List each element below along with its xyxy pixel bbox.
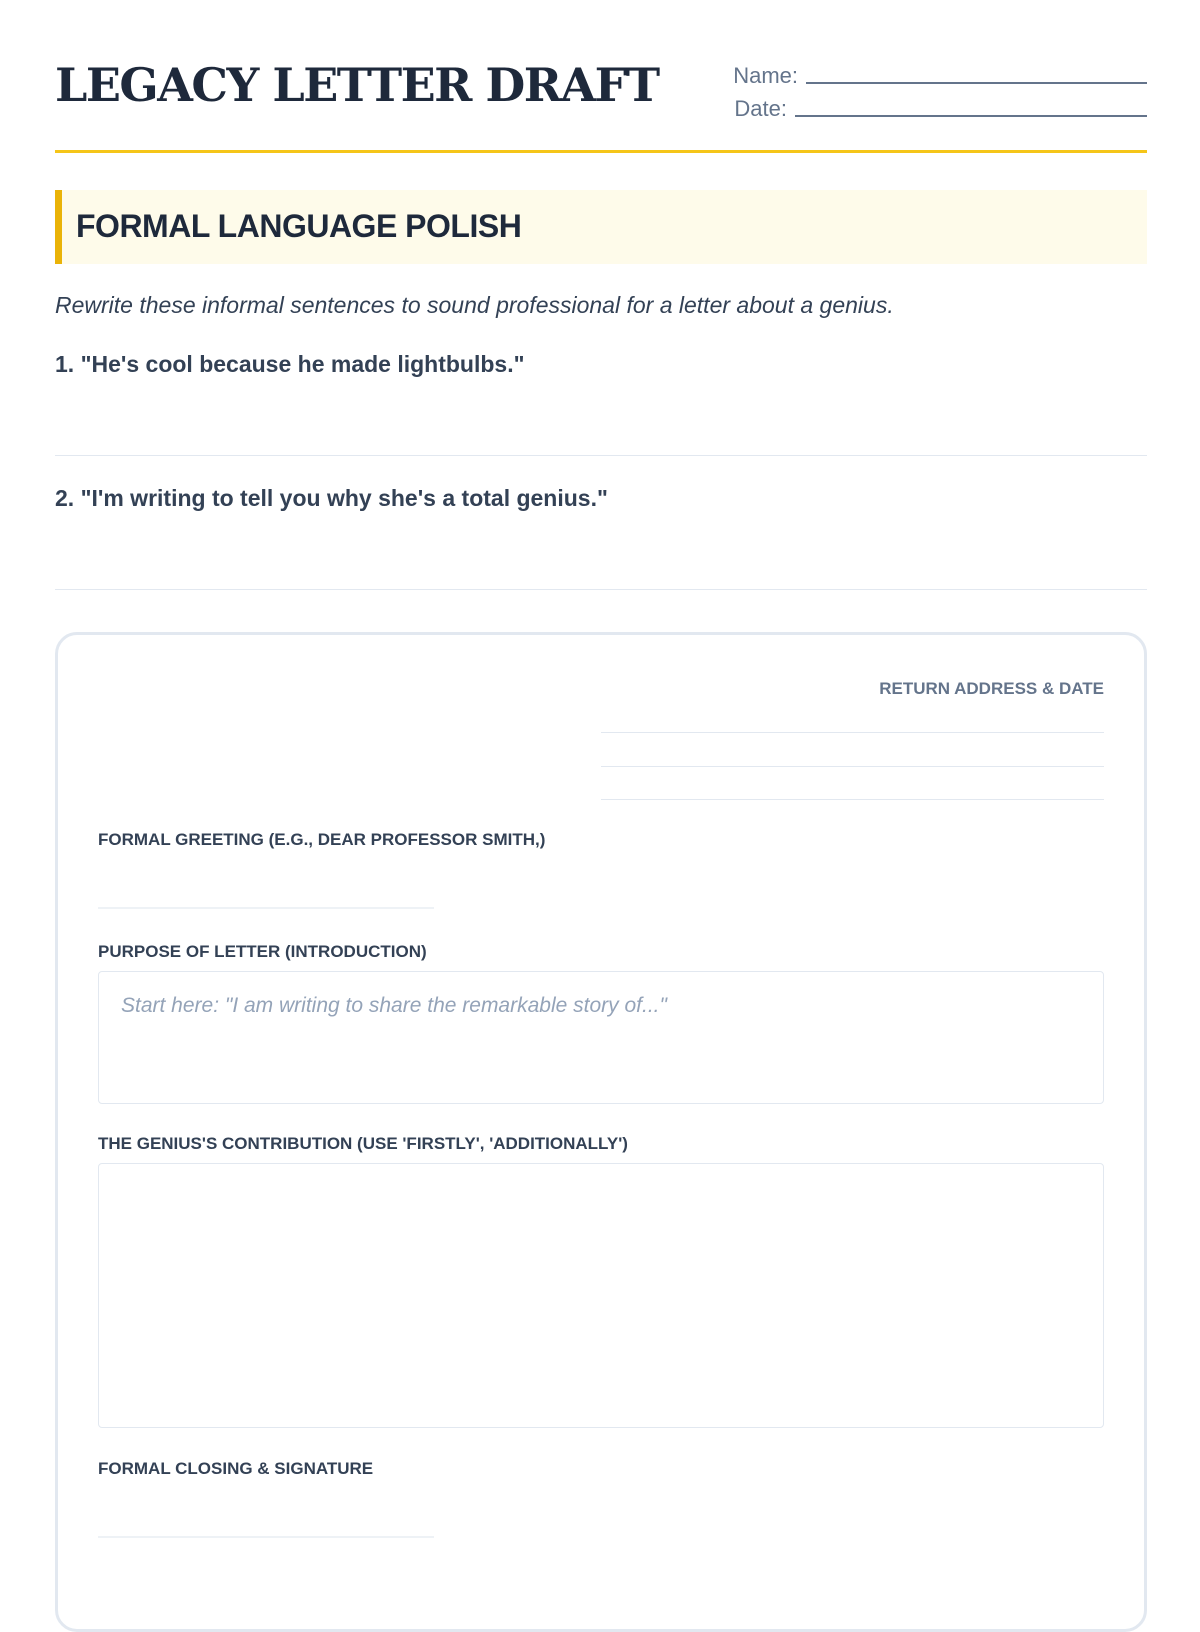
name-label: Name: bbox=[733, 63, 798, 88]
letter-template-card bbox=[55, 632, 1147, 1632]
name-field[interactable] bbox=[806, 62, 1147, 84]
purpose-label: PURPOSE OF LETTER (INTRODUCTION) bbox=[98, 942, 427, 961]
greeting-field[interactable] bbox=[98, 907, 434, 909]
contribution-label: THE GENIUS'S CONTRIBUTION (USE 'FIRSTLY', 'ADDITIONALLY') bbox=[98, 1134, 628, 1153]
closing-label: FORMAL CLOSING & SIGNATURE bbox=[98, 1459, 374, 1478]
return-address-label: RETURN ADDRESS & DATE bbox=[879, 679, 1104, 698]
return-address-line-1[interactable] bbox=[601, 732, 1104, 733]
section-title: FORMAL LANGUAGE POLISH bbox=[76, 208, 522, 244]
question-2: 2. "I'm writing to tell you why she's a total genius." bbox=[55, 485, 608, 511]
date-label: Date: bbox=[734, 96, 787, 121]
purpose-textarea[interactable] bbox=[98, 971, 1104, 1104]
student-info bbox=[727, 56, 1147, 122]
greeting-label: FORMAL GREETING (E.G., DEAR PROFESSOR SMITH,) bbox=[98, 830, 546, 849]
worksheet-header bbox=[55, 0, 1147, 153]
answer-line-1[interactable] bbox=[55, 455, 1147, 456]
section-banner bbox=[55, 190, 1147, 264]
return-address-line-2[interactable] bbox=[601, 766, 1104, 767]
answer-line-2[interactable] bbox=[55, 589, 1147, 590]
date-field[interactable] bbox=[795, 95, 1147, 117]
page-title: LEGACY LETTER DRAFT bbox=[55, 58, 659, 112]
instructions-text: Rewrite these informal sentences to sound professional for a letter about a genius. bbox=[55, 292, 894, 318]
question-1: 1. "He's cool because he made lightbulbs." bbox=[55, 351, 525, 377]
contribution-textarea[interactable] bbox=[98, 1163, 1104, 1428]
closing-signature-field[interactable] bbox=[98, 1536, 434, 1538]
purpose-placeholder: Start here: "I am writing to share the remarkable story of..." bbox=[121, 994, 667, 1017]
date-row bbox=[727, 89, 1147, 122]
return-address-line-3[interactable] bbox=[601, 799, 1104, 800]
name-row bbox=[727, 56, 1147, 89]
worksheet-page bbox=[55, 0, 1147, 1478]
